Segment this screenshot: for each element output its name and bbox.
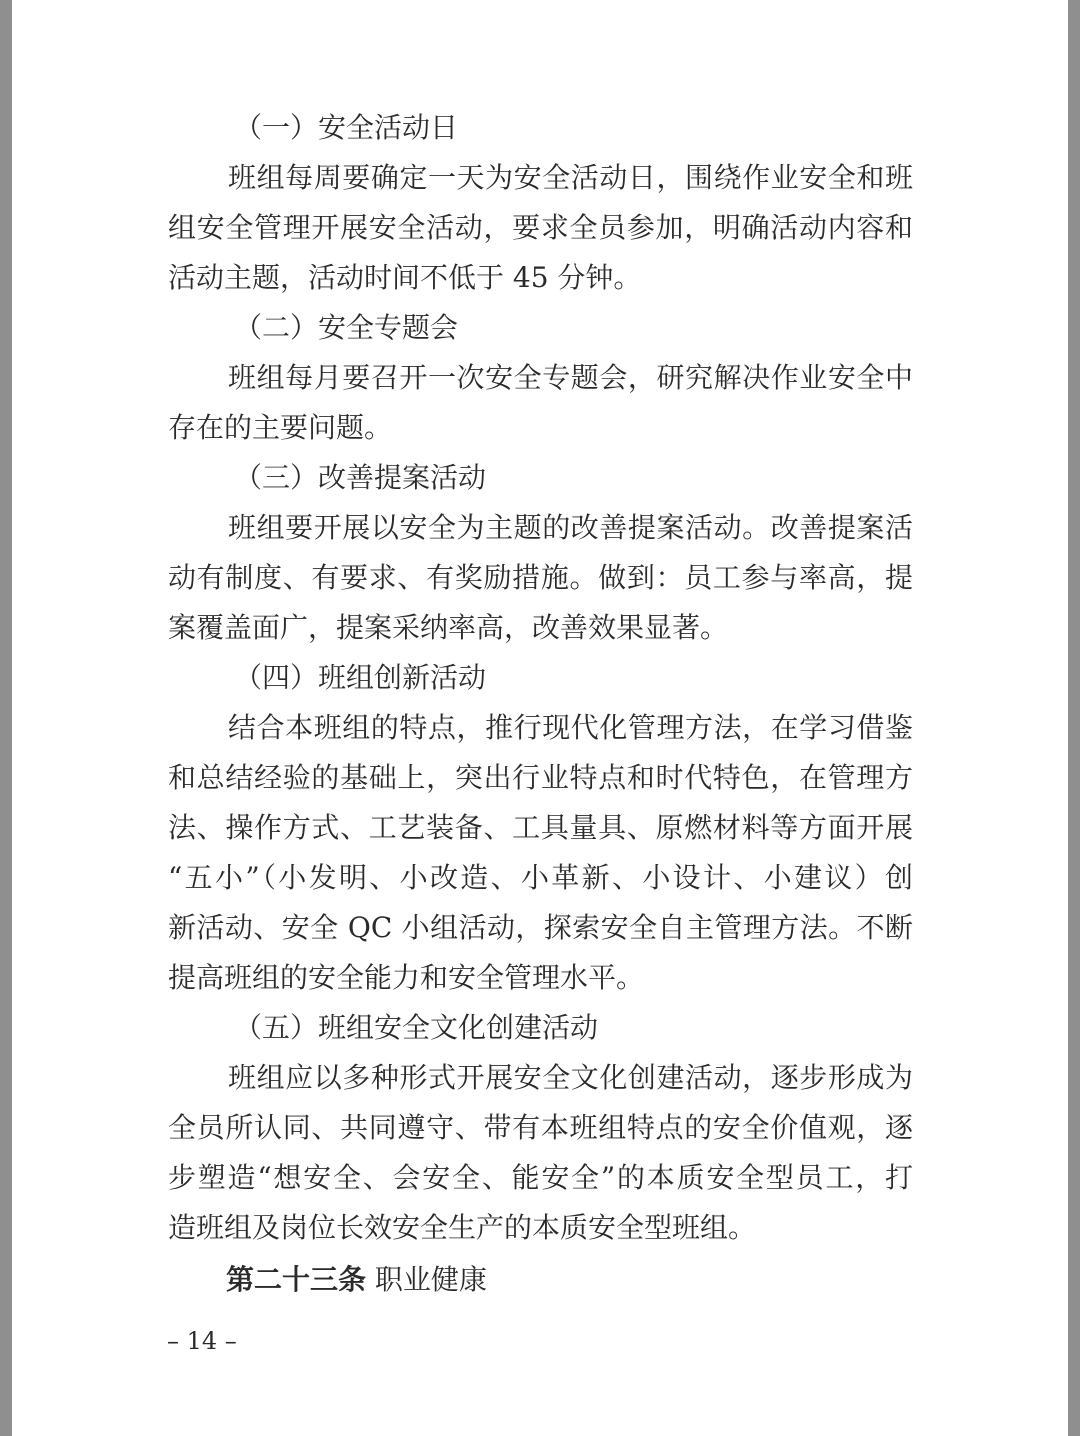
section-heading-1: （一）安全活动日: [234, 111, 459, 144]
paragraph-2-line-2: 存在的主要问题。: [168, 411, 393, 444]
section-heading-3: （三）改善提案活动: [234, 461, 487, 494]
paragraph-2-line-1: 班组每月要召开一次安全专题会，研究解决作业安全中: [228, 361, 913, 394]
section-heading-2: （二）安全专题会: [234, 311, 459, 344]
paragraph-4-line-6: 提高班组的安全能力和安全管理水平。: [168, 961, 645, 994]
paragraph-5-line-2: 全员所认同、共同遵守、带有本班组特点的安全价值观，逐: [168, 1111, 913, 1144]
paragraph-5-line-3: 步塑造“想安全、会安全、能安全”的本质安全型员工，打: [168, 1161, 913, 1194]
paragraph-4-line-5: 新活动、安全 QC 小组活动，探索安全自主管理方法。不断: [168, 911, 913, 944]
paragraph-4-line-3: 法、操作方式、工艺装备、工具量具、原燃材料等方面开展: [168, 811, 913, 844]
paragraph-4-line-1: 结合本班组的特点，推行现代化管理方法，在学习借鉴: [228, 711, 913, 744]
paragraph-5-line-4: 造班组及岗位长效安全生产的本质安全型班组。: [168, 1211, 757, 1244]
paragraph-1-line-2: 组安全管理开展安全活动，要求全员参加，明确活动内容和: [168, 211, 913, 244]
paragraph-4-line-4: “五小”（小发明、小改造、小革新、小设计、小建议）创: [168, 861, 913, 894]
paragraph-5-line-1: 班组应以多种形式开展安全文化创建活动，逐步形成为: [228, 1061, 913, 1094]
paragraph-3-line-1: 班组要开展以安全为主题的改善提案活动。改善提案活: [228, 511, 913, 544]
page-number: – 14 –: [167, 1327, 237, 1355]
paragraph-3-line-3: 案覆盖面广，提案采纳率高，改善效果显著。: [168, 611, 729, 644]
article-number: 第二十三条: [226, 1263, 367, 1296]
section-heading-4: （四）班组创新活动: [234, 661, 487, 694]
article-heading: [168, 1255, 913, 1305]
article-title: 职业健康: [374, 1263, 487, 1296]
paragraph-1-line-1: 班组每周要确定一天为安全活动日，围绕作业安全和班: [228, 161, 913, 194]
section-heading-5: （五）班组安全文化创建活动: [234, 1011, 599, 1044]
paragraph-1-line-3: 活动主题，活动时间不低于 45 分钟。: [168, 261, 642, 294]
paragraph-3-line-2: 动有制度、有要求、有奖励措施。做到：员工参与率高，提: [168, 561, 913, 594]
paragraph-4-line-2: 和总结经验的基础上，突出行业特点和时代特色，在管理方: [168, 761, 913, 794]
document-page: [12, 0, 1068, 1436]
body-text: [168, 103, 913, 1305]
